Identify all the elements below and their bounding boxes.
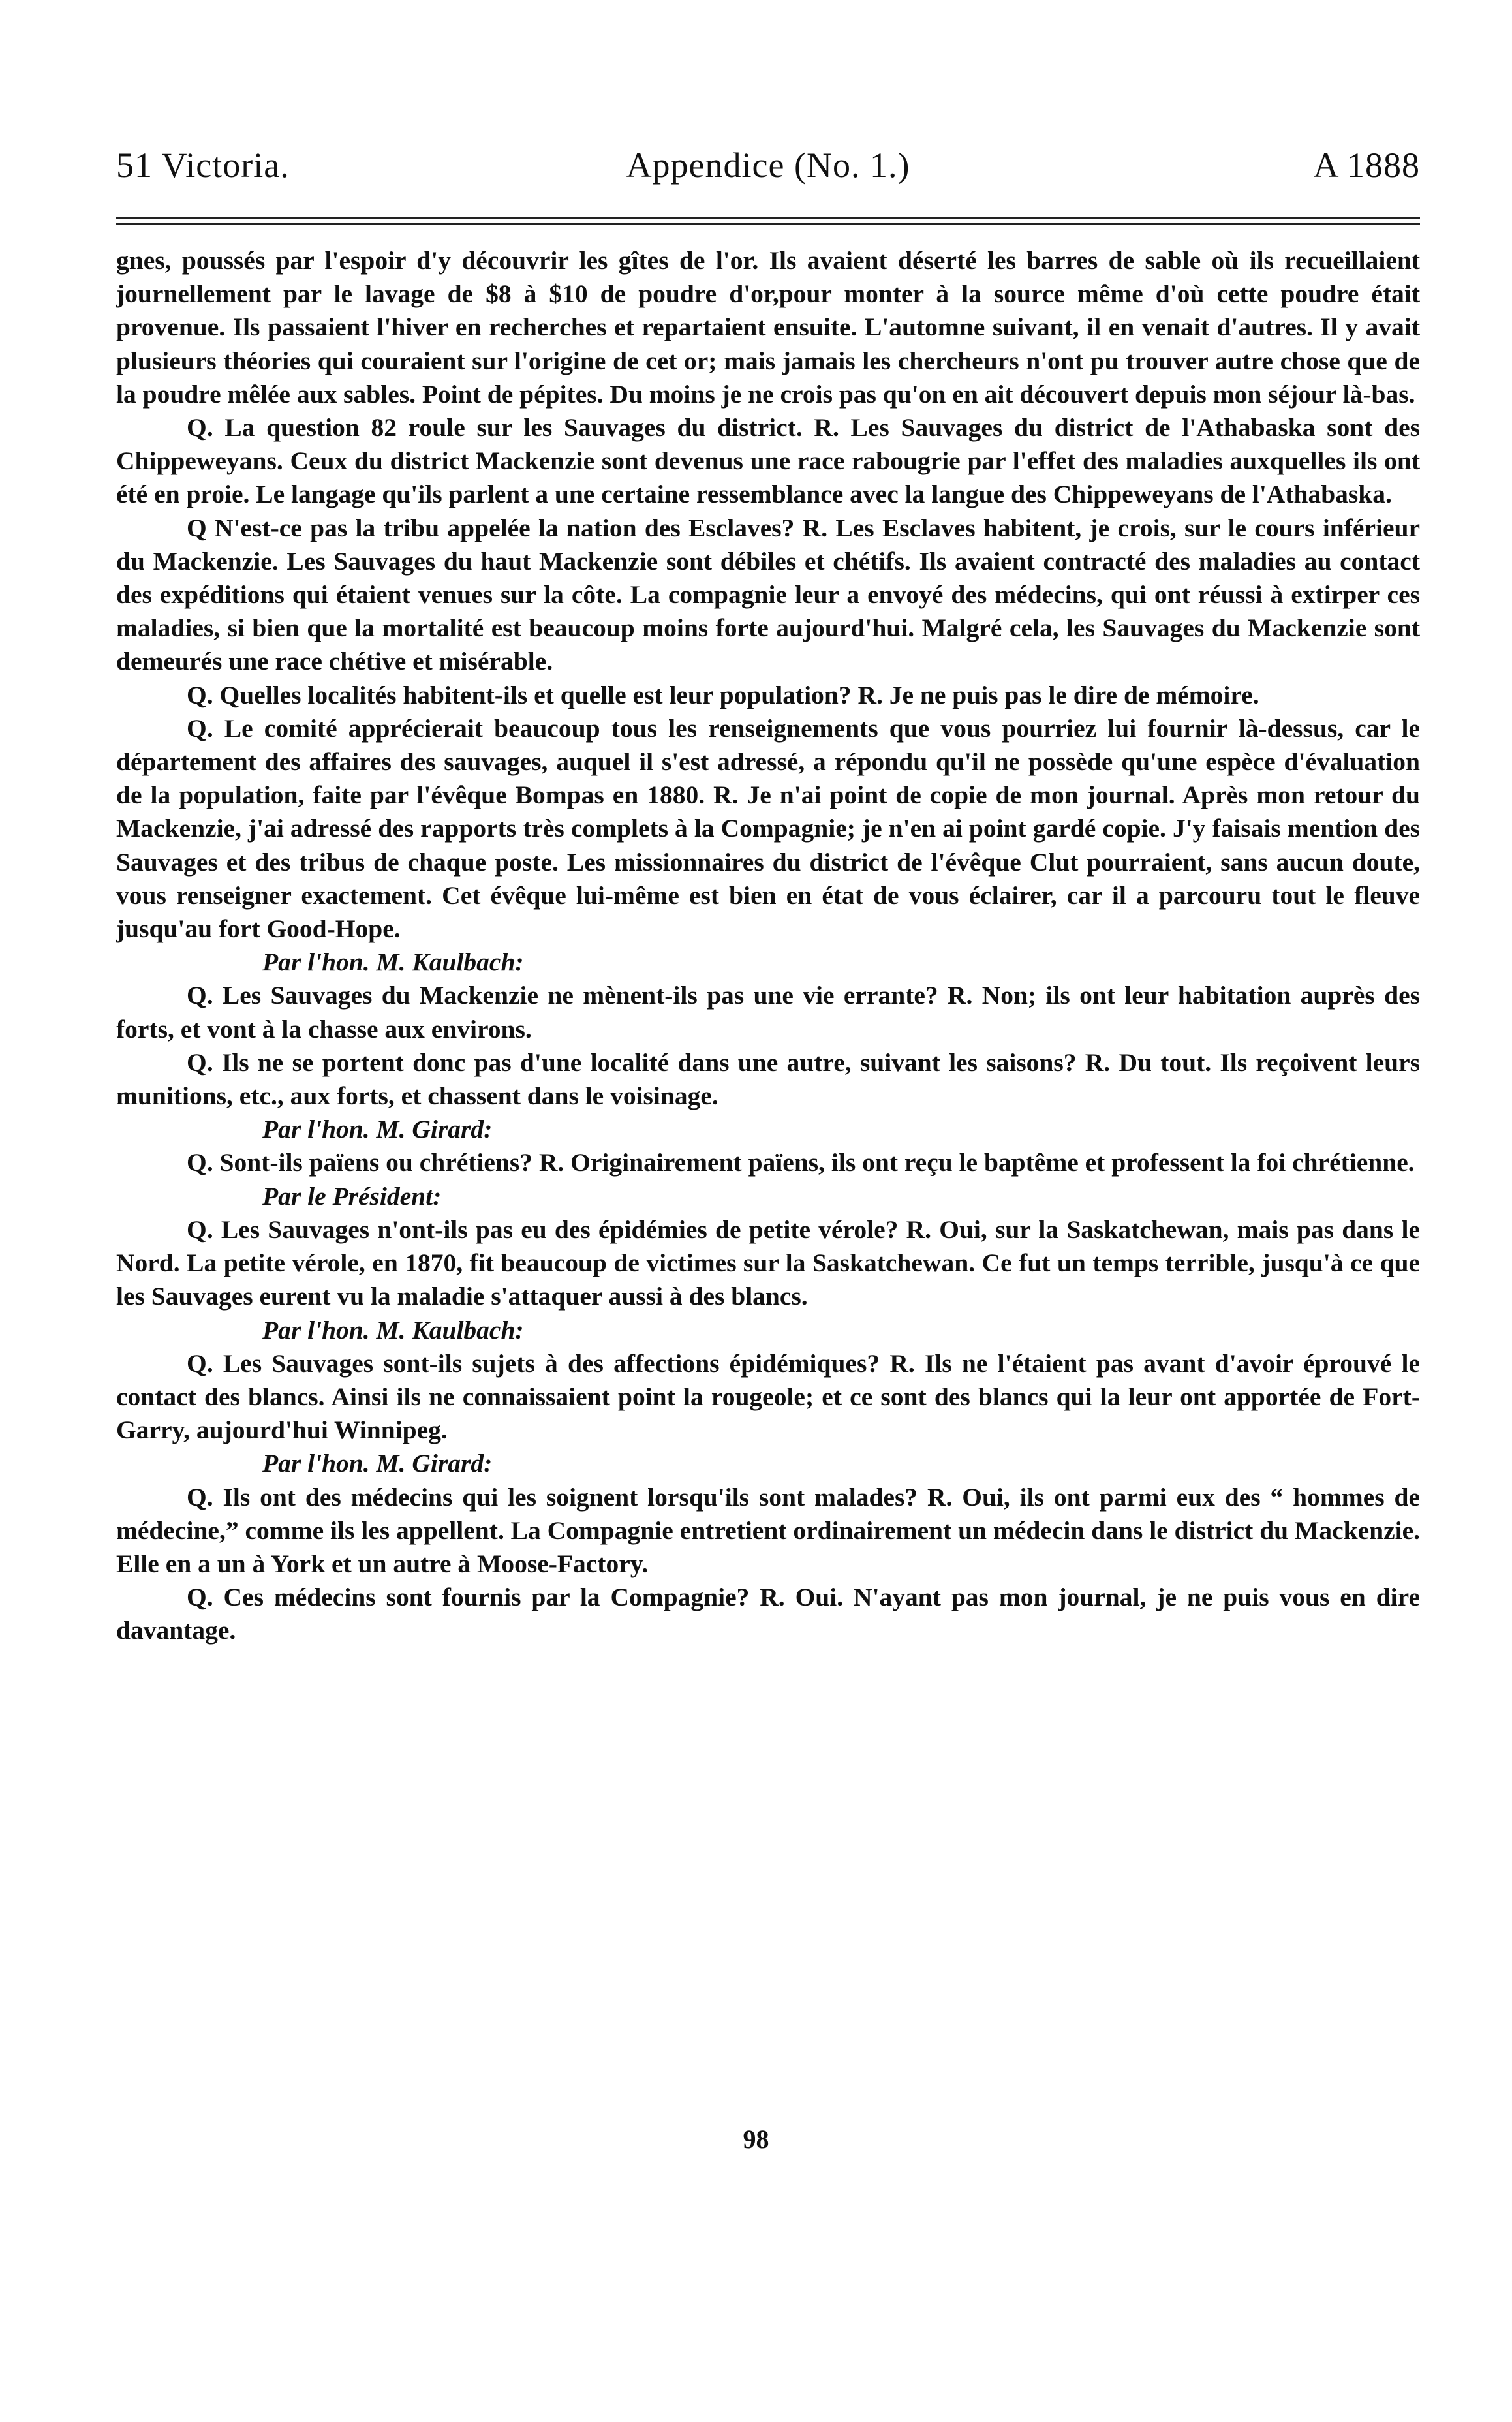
examiner-heading: Par l'hon. M. Kaulbach: [262,948,524,977]
header-appendix: Appendice (No. 1.) [626,146,910,185]
question-paragraph: Q. Les Sauvages n'ont-ils pas eu des épidémies de petite vérole? R. Oui, sur la Saskatchewan, mais pas dans le Nord. La petite vérole, en 1870, fit beaucoup de victimes sur la Saskatchewan. Ce fut un temps terrible, jusqu'à ce que les Sauvages eurent vu la maladie s'attaquer aussi à des blancs. [116,1215,1420,1311]
running-head [116,142,1420,188]
question-paragraph: Q N'est-ce pas la tribu appelée la nation des Esclaves? R. Les Esclaves habitent, je crois, sur le cours inférieur du Mackenzie. Les Sauvages du haut Mackenzie sont débiles et chétifs. Ils avaient contracté des maladies au contact des expéditions qui étaient venues sur la côte. La compagnie leur a envoyé des médecins, qui ont réussi à extirper ces maladies, si bien que la mortalité est beaucoup moins forte aujourd'hui. Malgré cela, les Sauvages du Mackenzie sont demeurés une race chétive et misérable. [116,513,1420,676]
question-paragraph: Q. Ils ne se portent donc pas d'une localité dans une autre, suivant les saisons? R. Du tout. Ils reçoivent leurs munitions, etc., aux forts, et chassent dans le voisinage. [116,1048,1420,1111]
paragraph-continuation: gnes, poussés par l'espoir d'y découvrir les gîtes de l'or. Ils avaient déserté les barres de sable où ils recueillaient journellement par le lavage de $8 à $10 de poudre d'or,pour monter à la source même d'où cette poudre était provenue. Ils passaient l'hiver en recherches et repartaient ensuite. L'automne suivant, il en venait d'autres. Il y avait plusieurs théories qui couraient sur l'origine de cet or; mais jamais les chercheurs n'ont pu trouver autre chose que de la poudre mêlée aux sables. Point de pépites. Du moins je ne crois pas qu'on en ait découvert depuis mon séjour là-bas. [116,246,1420,409]
question-paragraph: Q. Les Sauvages du Mackenzie ne mènent-ils pas une vie errante? R. Non; ils ont leur habitation auprès des forts, et vont à la chasse aux environs. [116,981,1420,1044]
examiner-heading: Par l'hon. M. Girard: [262,1449,493,1478]
header-year: A 1888 [1313,146,1420,185]
question-paragraph: Q. Le comité apprécierait beaucoup tous les renseignements que vous pourriez lui fournir là-dessus, car le département des affaires des sauvages, auquel il s'est adressé, a répondu qu'il ne possède qu'une espèce d'évaluation de la population, faite par l'évêque Bompas en 1880. R. Je n'ai point de copie de mon journal. Après mon retour du Mackenzie, j'ai adressé des rapports très complets à la Compagnie; je n'en ai point gardé copie. J'y faisais mention des Sauvages et des tribus de chaque poste. Les missionnaires du district de l'évêque Clut pourraient, sans aucun doute, vous renseigner exactement. Cet évêque lui-même est bien en état de vous éclairer, car il a parcouru tout le fleuve jusqu'au fort Good-Hope. [116,713,1420,944]
body-text [116,244,1420,1648]
page-number: 98 [743,2124,769,2154]
header-session: 51 Victoria. [116,146,290,185]
question-paragraph: Q. Ces médecins sont fournis par la Compagnie? R. Oui. N'ayant pas mon journal, je ne puis vous en dire davantage. [116,1583,1420,1645]
examiner-heading: Par le Président: [262,1181,442,1211]
header-rule-thick [116,217,1420,219]
question-paragraph: Q. Les Sauvages sont-ils sujets à des affections épidémiques? R. Ils ne l'étaient pas avant d'avoir éprouvé le contact des blancs. Ainsi ils ne connaissaient point la rougeole; et ce sont des blancs qui la leur ont apportée de Fort-Garry, aujourd'hui Winnipeg. [116,1348,1420,1445]
question-paragraph: Q. Quelles localités habitent-ils et quelle est leur population? R. Je ne puis pas le dire de mémoire. [187,680,1259,709]
header-rule-thin [116,223,1420,225]
question-paragraph: Q. Ils ont des médecins qui les soignent lorsqu'ils sont malades? R. Oui, ils ont parmi eux des “ hommes de médecine,” comme ils les appellent. La Compagnie entretient ordinairement un médecin dans le district du Mackenzie. Elle en a un à York et un autre à Moose-Factory. [116,1482,1420,1578]
question-paragraph: Q. La question 82 roule sur les Sauvages du district. R. Les Sauvages du district de l'Athabaska sont des Chippeweyans. Ceux du district Mackenzie sont devenus une race rabougrie par l'effet des maladies auxquelles ils ont été en proie. Le langage qu'ils parlent a une certaine ressemblance avec la langue des Chippeweyans de l'Athabaska. [116,413,1420,509]
examiner-heading: Par l'hon. M. Girard: [262,1115,493,1144]
examiner-heading: Par l'hon. M. Kaulbach: [262,1315,524,1344]
question-paragraph: Q. Sont-ils païens ou chrétiens? R. Originairement païens, ils ont reçu le baptême et professent la foi chrétienne. [187,1148,1415,1177]
